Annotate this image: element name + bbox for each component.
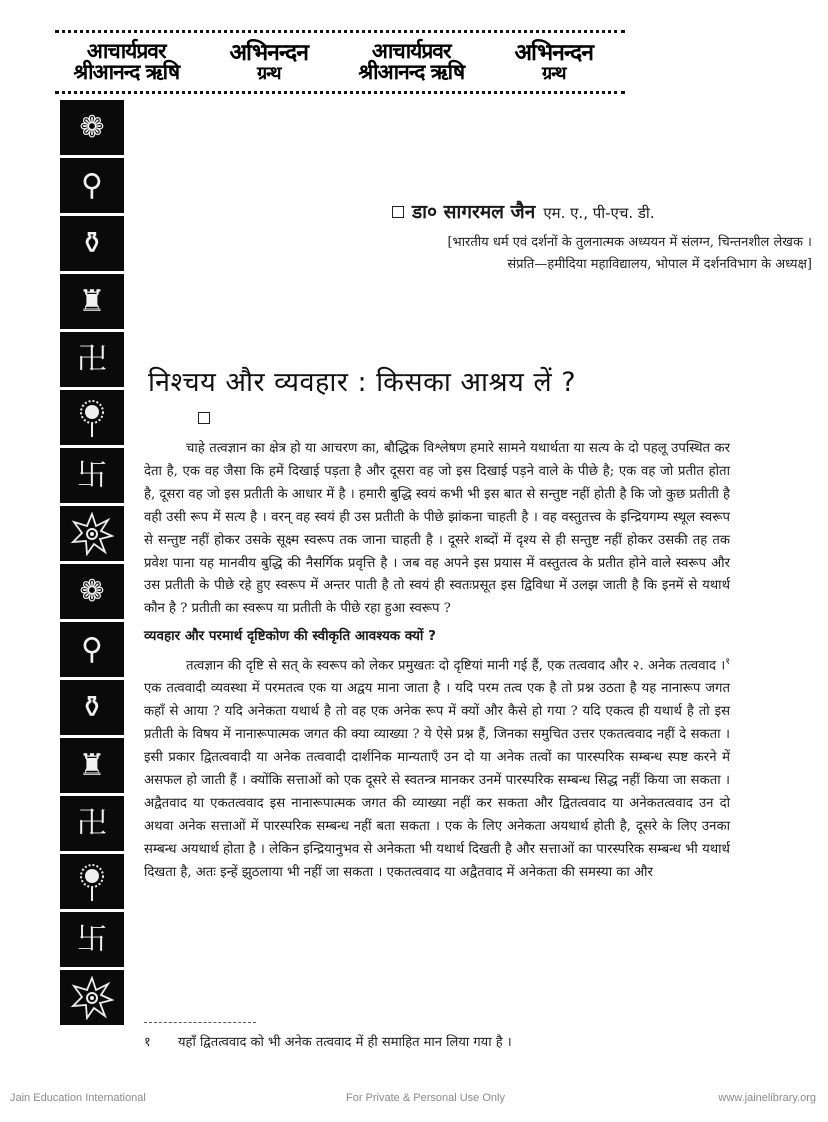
paragraph-2-rest: एक तत्ववादी व्यवस्था में परमतत्व एक या अद्वय माना जाता है । यदि परम तत्व एक है तो प्रश्न उठता है यह नानारूप जगत कहाँ से आया ? यदि अनेकता यथार्थ है तो वह एक अनेक रूप में क्यों और कैसे हो गया ? यदि एकत्व ही यथार्थ है तो इस प्रतीती के विषय में नानारूपात्मक जगत की क्या व्याख्या ? ये ऐसे प्रश्न हैं, जिनका समुचित उत्तर एकतत्ववाद नहीं दे सकता । इसी प्रकार द्वितत्ववादी या अनेक तत्ववादी दार्शनिक मान्यताएँ उन दो या अनेक तत्वों का पारस्परिक सम्बन्ध स्पष्ट करने में असफल हो जाती हैं । क्योंकि सत्ताओं को एक दूसरे से स्वतन्त्र मानकर उनमें पारस्परिक सम्बन्ध सिद्ध नहीं किया जा सकता । अद्वैतवाद या एकतत्ववाद इस नानारूपात्मक जगत की व्याख्या नहीं कर सकता और द्वितत्ववाद या अनेकतत्ववाद उन दो अथवा अनेक सत्ताओं में पारस्परिक सम्बन्ध नहीं बता सकता । एक के लिए अनेकता अयथार्थ होती है, दूसरे के लिए उनका सम्बन्ध अयथार्थ होता है । लेकिन इन्द्रियानुभव से अनेकता भी यथार्थ दिखती है और सत्ताओं का पारस्परिक सम्बन्ध भी यथार्थ दिखता है, अतः इन्हें झुठलाया भी नहीं जा सकता । एकतत्ववाद या अद्वैतवाद में अनेकता की समस्या का और (144, 681, 730, 880)
nandyavarta-icon: 卍 (60, 332, 124, 387)
mirror-icon (60, 854, 124, 909)
author-line (392, 198, 812, 224)
footer-usage-note: For Private & Personal Use Only (346, 1092, 505, 1104)
footer-website-link[interactable]: www.jainelibrary.org (718, 1092, 816, 1104)
banner-line: अभिनन्दन (229, 39, 309, 66)
affiliation-line-2: संप्रति—हमीदिया महाविद्यालय, भोपाल में दर्शनविभाग के अध्यक्ष] (507, 257, 812, 272)
kalash-icon: ⚱ (60, 216, 124, 271)
article-title: निश्चय और व्यवहार : किसका आश्रय लें ? (148, 367, 577, 398)
article-body (144, 438, 730, 885)
section-heading: व्यवहार और परमार्थ दृष्टिकोण की स्वीकृति आवश्यक क्यों ? (144, 628, 436, 645)
nandyavarta-icon: 卍 (60, 796, 124, 851)
throne-icon: ♜ (60, 274, 124, 329)
ornament-column (60, 100, 124, 1025)
banner-line: श्रीआनन्द ऋषि (358, 60, 465, 84)
star-flower-icon (60, 506, 124, 561)
mirror-icon (60, 390, 124, 445)
square-bullet-icon (392, 206, 404, 218)
author-affiliation (252, 232, 812, 276)
fish-pair-icon: ⚲ (60, 622, 124, 677)
star-flower-icon (60, 970, 124, 1025)
star-flower-svg (70, 976, 114, 1020)
mirror-icon-svg (70, 396, 114, 440)
swastika-icon: 卐 (60, 448, 124, 503)
author-name: डा० सागरमल जैन (412, 201, 536, 223)
ashtamangala-ornament-icon: ❁ (60, 100, 124, 155)
kalash-icon: ⚱ (60, 680, 124, 735)
banner-block-acharya (340, 33, 483, 91)
banner-block-acharya (55, 33, 198, 91)
footnote-reference[interactable]: १ (725, 657, 730, 668)
square-bullet-icon (198, 412, 210, 424)
header-banner (55, 30, 625, 94)
star-flower-svg (70, 512, 114, 556)
fish-pair-icon: ⚲ (60, 158, 124, 213)
banner-block-abhinandan (483, 33, 626, 91)
paragraph-2-start: तत्वज्ञान की दृष्टि से सत् के स्वरूप को लेकर प्रमुखतः दो दृष्टियां मानी गई हैं, एक तत्ववाद और २. अनेक तत्ववाद । (186, 658, 726, 674)
paragraph-1: चाहे तत्वज्ञान का क्षेत्र हो या आचरण का, बौद्धिक विश्लेषण हमारे सामने यथार्थता या सत्य के दो पहलू उपस्थित कर देता है, एक वह जैसा कि हमें दिखाई पड़ता है और दूसरा वह जो इस दिखाई पड़ने वाले के पीछे है; एक वह जो प्रतीत होता है, दूसरा वह जो इस प्रतीती के आधार में है । हमारी बुद्धि स्वयं कभी भी इस बात से सन्तुष्ट नहीं होती है कि जो कुछ प्रतीती है वही उसी रूप में सत्य है । वरन् वह स्वयं ही उस प्रतीती के पीछे झांकना चाहती है । वह वस्तुतत्त्व के इन्द्रियगम्य स्थूल स्वरूप से सन्तुष्ट नहीं होकर उसके सूक्ष्म स्वरूप तक जाना चाहती है । दूसरे शब्दों में दृश्य से ही सन्तुष्ट नहीं होकर उसकी तह तक प्रवेश पाना यह मानवीय बुद्धि की नैसर्गिक प्रवृत्ति है । जब वह अपने इस प्रयास में वस्तुतत्व के प्रतीत होने वाले स्वरूप और उस प्रतीती के पीछे रहे हुए स्वरूप में अन्तर पाती है तो स्वयं ही स्वतःप्रसूत इस द्विविधा में उलझ जाती है कि इनमें से यथार्थ कौन है ? प्रतीती का स्वरूप या प्रतीती के पीछे रहा हुआ स्वरूप ? (144, 441, 730, 617)
swastika-icon: 卐 (60, 912, 124, 967)
mirror-icon-svg (70, 860, 114, 904)
footnote-number: १ (144, 1035, 151, 1050)
page-footer (0, 1092, 828, 1108)
footnote-divider (144, 1022, 256, 1023)
banner-line: आचार्यप्रवर (371, 39, 451, 63)
banner-line: ग्रन्थ (257, 62, 281, 84)
ashtamangala-ornament-icon: ❁ (60, 564, 124, 619)
banner-line: आचार्यप्रवर (86, 39, 166, 63)
footnote (144, 1032, 730, 1050)
author-degrees: एम. ए., पी-एच. डी. (543, 204, 655, 222)
banner-block-abhinandan (198, 33, 341, 91)
affiliation-line-1: [भारतीय धर्म एवं दर्शनों के तुलनात्मक अध्ययन में संलग्न, चिन्तनशील लेखक । (447, 235, 812, 250)
footnote-text: यहाँ द्वितत्ववाद को भी अनेक तत्ववाद में ही समाहित मान लिया गया है । (178, 1035, 512, 1050)
banner-line: अभिनन्दन (514, 39, 594, 66)
banner-line: ग्रन्थ (542, 62, 566, 84)
throne-icon: ♜ (60, 738, 124, 793)
footer-publisher: Jain Education International (10, 1092, 146, 1104)
paragraph-2 (144, 651, 730, 884)
banner-line: श्रीआनन्द ऋषि (73, 60, 180, 84)
